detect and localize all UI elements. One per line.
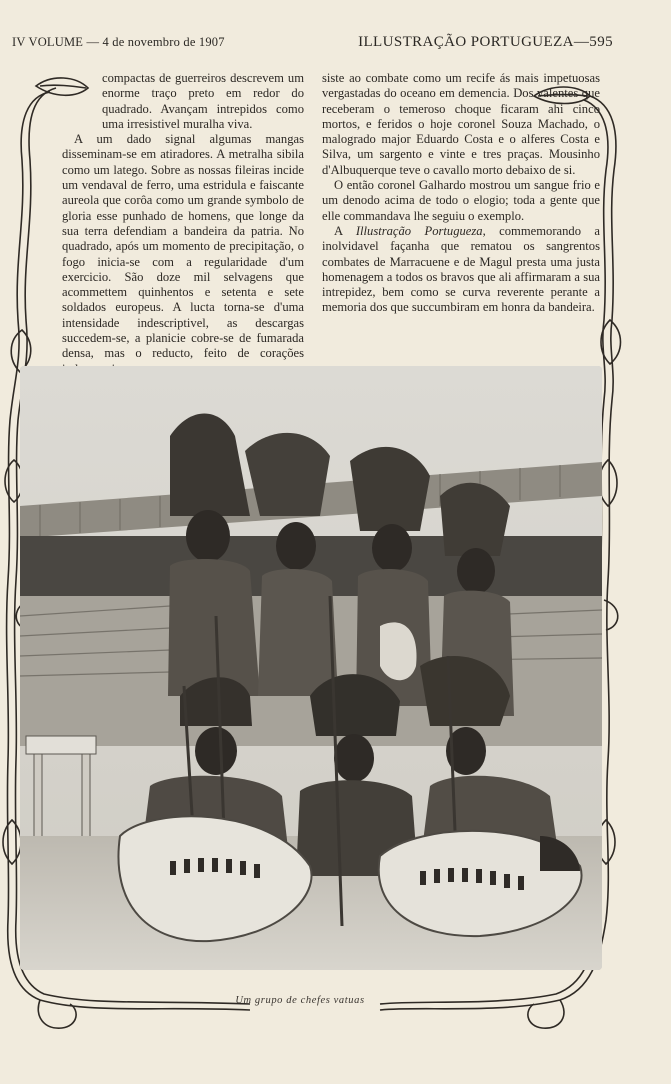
- paragraph: siste ao combate como um recife ás mais impetuosas vergastadas do oceano em demencia. Dos valentes que receberam o temeroso choque ficaram ahi cinco mortos, e feridos o hoje coronel Souza Machado, o malogrado major Eduardo Costa e o alferes Costa e Silva, um sargento e vinte e tres praças. Mousinho d'Albuquerque teve o cavallo morto debaixo de si.: [322, 71, 600, 177]
- volume-date: IV VOLUME — 4 de novembro de 1907: [12, 35, 225, 49]
- article-right-column: [322, 71, 600, 316]
- paragraph: A um dado signal algumas mangas disseminam-se em atiradores. A metralha sibila como um latego. Sobre as nossas fileiras incide um vendaval de ferro, uma estridula e faiscante aureola que corôa como um grande symbolo de gloria esse punhado de homens, que longe da sua terra defendiam a bandeira da patria. No quadrado, após um momento de precipitação, o fogo inicia-se com a regularidade d'um exercicio. São doze mil selvagens que acommettem quinhentos e setenta e sete soldados europeus. A lucta torna-se d'uma intensidade indescriptivel, as descargas succedem-se, a planicie cobre-se de fumarada densa, mas o reducto, feito de corações: [62, 132, 304, 361]
- article-left-column: [62, 71, 304, 377]
- closing-prefix: A: [334, 223, 356, 238]
- group-photograph: [20, 366, 602, 970]
- closing-paragraph: [322, 224, 600, 316]
- publication-name: Illustração Portugueza: [355, 223, 483, 238]
- publication-title-page-number: ILLUSTRAÇÃO PORTUGUEZA—595: [358, 34, 613, 50]
- photo-caption: Um grupo de chefes vatuas: [235, 995, 365, 1006]
- paragraph: compactas de guerreiros descrevem um enorme traço preto em redor do quadrado. Avançam intrepidos como uma irresistivel muralha viva.: [102, 71, 304, 131]
- paragraph: O então coronel Galhardo mostrou um sangue frio e um denodo acima de todo o elogio; toda a gente que elle commandava lhe seguiu o exemplo.: [322, 178, 600, 223]
- closing-text: , commemorando a inolvidavel façanha que rematou os sangrentos combates de Marracuene e de Magul presta uma justa homenagem a todos os bravos que ali affirmaram a sua intrepidez, bem como se curva reverente perante a memoria dos que succumbiram em honra da bandeira.: [322, 223, 600, 315]
